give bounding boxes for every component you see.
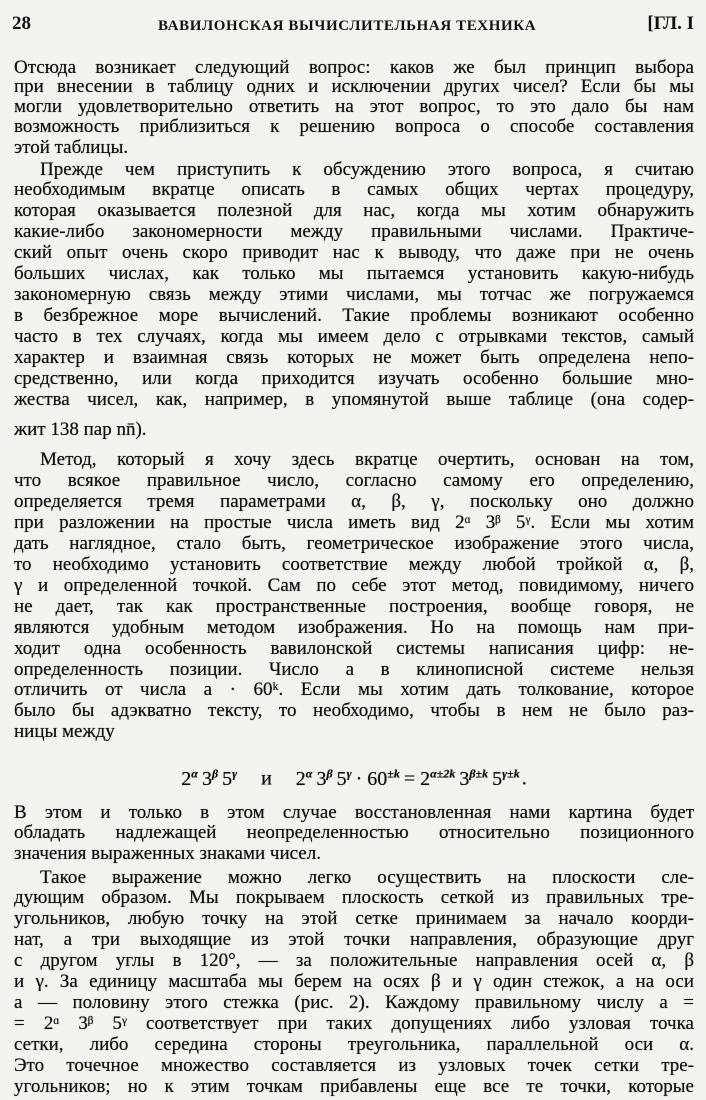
formula-term bbox=[459, 768, 488, 790]
text-line: которая оказывается полезной для нас, когда мы хотим обнаружить bbox=[14, 200, 694, 221]
text-line: было бы адэкватно тексту, то необходимо, чтобы в нем не было раз- bbox=[14, 700, 694, 721]
text-line: в безбрежное море вычислений. Такие проблемы возникают особенно bbox=[14, 305, 694, 326]
text-line: часто в тех случаях, когда мы имеем дело с отрывками текстов, самый bbox=[14, 326, 694, 347]
text-line: дующим образом. Мы покрываем плоскость сеткой из правильных тре- bbox=[14, 887, 694, 908]
text-line: Отсюда возникает следующий вопрос: каков же был принцип выбора bbox=[14, 57, 694, 78]
term-exponent: α bbox=[191, 766, 198, 780]
text-line: нат, а три выходящие из этой точки направления, образующие друг bbox=[14, 929, 694, 950]
term-base: 5 bbox=[336, 767, 347, 790]
term-base: 5 bbox=[492, 767, 503, 790]
text-line: Прежде чем приступить к обсуждению этого вопроса, я считаю bbox=[40, 159, 694, 180]
chapter-marker: [ГЛ. I bbox=[647, 13, 694, 34]
text-line: то необходимо установить соответствие между любой тройкой α, β, bbox=[14, 554, 694, 575]
text-line: жества чисел, как, например, в упомянутой выше таблице (она содер- bbox=[14, 389, 694, 410]
text-line: характер и взаимная связь которых не может быть определена непо- bbox=[14, 347, 694, 368]
formula-period: . bbox=[521, 767, 527, 790]
term-base: 2 bbox=[181, 767, 192, 790]
text-line: при разложении на простые числа иметь вид 2ᵅ 3ᵝ 5ᵞ. Если мы хотим bbox=[14, 512, 694, 533]
text-line: при внесении в таблицу одних и исключении других чисел? Если бы мы bbox=[14, 76, 694, 97]
formula-term bbox=[404, 768, 456, 790]
text-line: средственно, или когда приходится изучать особенно большие мно- bbox=[14, 368, 694, 389]
text-line: дать наглядное, стало быть, геометрическое изображение этого числа, bbox=[14, 533, 694, 554]
text-line: могли удовлетворительно ответить на этот вопрос, то это дало бы нам bbox=[14, 96, 694, 117]
formula-term bbox=[222, 768, 237, 790]
text-line: Метод, который я хочу здесь вкратце очертить, основан на том, bbox=[40, 449, 694, 470]
formula-term bbox=[316, 768, 332, 790]
text-line: угольников, любую точку на этой сетке принимаем за начало коорди- bbox=[14, 908, 694, 929]
formula-term bbox=[202, 768, 218, 790]
text-line: с другом углы в 120°, — за положительные направления осей α, β bbox=[14, 950, 694, 971]
formula-term bbox=[356, 768, 400, 790]
text-line: определенность позиции. Число a в клинописной системе нельзя bbox=[14, 659, 694, 680]
text-line: и γ. За единицу масштаба мы берем на осях β и γ один стежок, а на оси bbox=[14, 971, 694, 992]
term-base: 2 bbox=[295, 767, 306, 790]
formula-term bbox=[492, 768, 520, 790]
term-base: 3 bbox=[459, 767, 470, 790]
text-line: необходимым вкратце описать в самых общих чертах процедуру, bbox=[14, 179, 694, 200]
text-line: угольников; но к этим точкам прибавлены еще все те точки, которые bbox=[14, 1076, 694, 1097]
text-line: сетки, либо середина стороны треугольника, параллельной оси α. bbox=[14, 1034, 694, 1055]
term-exponent: γ bbox=[346, 766, 352, 780]
formula-conjunction: и bbox=[261, 767, 272, 790]
term-base: 5 bbox=[222, 767, 233, 790]
text-line: этой таблицы. bbox=[14, 137, 129, 158]
text-line: обладать надлежащей неопределенностью относительно позиционного bbox=[14, 822, 694, 843]
text-line: γ и определенной точкой. Сам по себе этот метод, повидимому, ничего bbox=[14, 575, 694, 596]
text-line: что всякое правильное число, согласно самому его определению, bbox=[14, 470, 694, 491]
formula-term bbox=[181, 768, 198, 790]
text-line: отличить от числа a · 60ᵏ. Если мы хотим дать толкование, которое bbox=[14, 679, 694, 700]
page-number: 28 bbox=[12, 13, 31, 34]
term-exponent: β bbox=[326, 766, 333, 780]
term-base: 3 bbox=[316, 767, 327, 790]
text-line: ходит одна особенность вавилонской системы написания цифр: не- bbox=[14, 638, 694, 659]
formula-term bbox=[337, 768, 352, 790]
text-line: значения выраженных знаками чисел. bbox=[14, 843, 321, 864]
term-exponent: γ±k bbox=[502, 766, 520, 780]
term-exponent: ±k bbox=[387, 766, 400, 780]
text-line: ницы между bbox=[14, 721, 115, 742]
term-base: = 2 bbox=[403, 767, 431, 790]
formula-term bbox=[296, 768, 313, 790]
term-exponent: β bbox=[211, 766, 219, 780]
text-line: Это точечное множество составляется из узловых точек сетки тре- bbox=[14, 1055, 694, 1076]
term-base: · 60 bbox=[355, 767, 388, 790]
term-exponent: α bbox=[305, 766, 313, 780]
text-line: больших числах, как только мы пытаемся установить какую-нибудь bbox=[14, 263, 694, 284]
term-exponent: β±k bbox=[469, 766, 489, 780]
text-line: являются удобным методом изображения. Но на помощь нам при- bbox=[14, 617, 694, 638]
text-line: Такое выражение можно легко осуществить на плоскости сле- bbox=[40, 867, 694, 888]
text-line: жит 138 пар nn̄). bbox=[14, 419, 147, 440]
term-exponent: γ bbox=[232, 766, 238, 780]
text-line: какие-либо закономерности между правильными числами. Практиче- bbox=[14, 221, 694, 242]
text-line: не дает, так как пространственные построения, вообще говоря, не bbox=[14, 596, 694, 617]
text-line: закономерную связь между этими числами, мы тотчас же погружаемся bbox=[14, 284, 694, 305]
text-line: В этом и только в этом случае восстановленная нами картина будет bbox=[14, 802, 694, 823]
text-line: определяется тремя параметрами α, β, γ, поскольку оно должно bbox=[14, 491, 694, 512]
text-line: = 2ᵅ 3ᵝ 5ᵞ соответствует при таких допущениях либо узловая точка bbox=[14, 1013, 694, 1034]
text-line: возможность приблизиться к решению вопроса о способе составления bbox=[14, 116, 694, 137]
text-line: a — половину этого стежка (рис. 2). Каждому правильному числу a = bbox=[14, 992, 694, 1013]
formula bbox=[0, 758, 706, 794]
running-title: ВАВИЛОНСКАЯ ВЫЧИСЛИТЕЛЬНАЯ ТЕХНИКА bbox=[158, 18, 537, 34]
term-exponent: α±2k bbox=[430, 766, 456, 780]
text-line: ский опыт очень скоро приводит нас к выводу, что даже при не очень bbox=[14, 242, 694, 263]
term-base: 3 bbox=[201, 767, 212, 790]
